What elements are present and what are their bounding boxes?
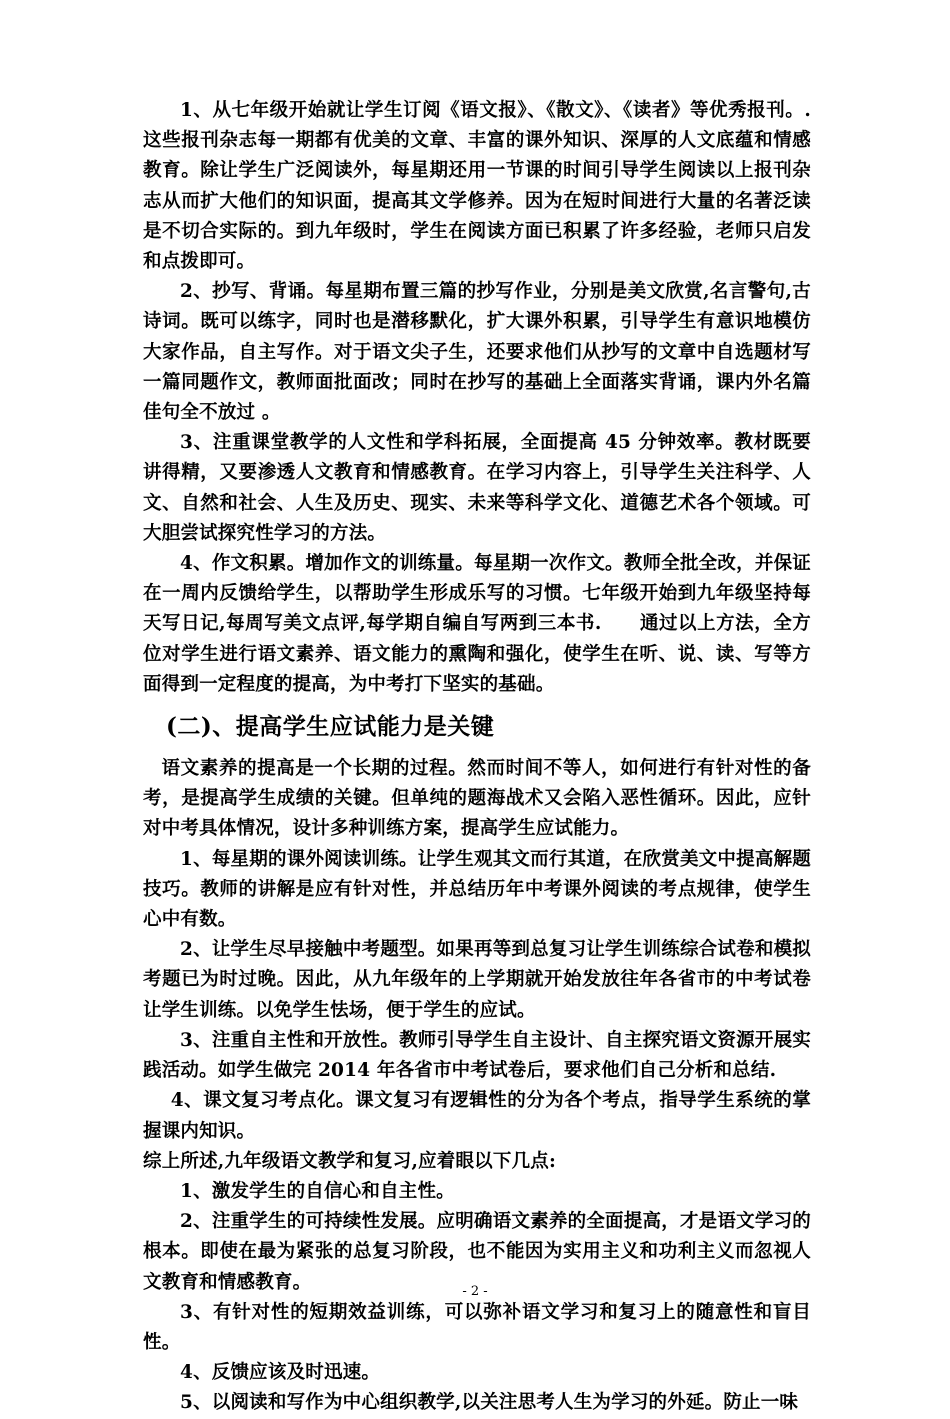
paragraph-item-4: 4、课文复习考点化。课文复习有逻辑性的分为各个考点，指导学生系统的掌握课内知识。 xyxy=(143,1090,811,1142)
paragraph-4: 4、作文积累。增加作文的训练量。每星期一次作文。教师全批全改，并保证在一周内反馈给学生，以帮助学生形成乐写的习惯。七年级开始到九年级坚持每天写日记,每周写美文点评,每学期自编自写两到三本书. 通过以上方法，全方位对学生进行语文素养、语文能力的熏陶和强化，使学生在听、说、读、写等方面得到一定程度的提高，为中考打下坚实的基础。 xyxy=(143,553,811,695)
paragraph-intro: 语文素养的提高是一个长期的过程。然而时间不等人，如何进行有针对性的备考，是提高学生成绩的关键。但单纯的题海战术又会陷入恶性循环。因此，应针对中考具体情况，设计多种训练方案，提高学生应试能力。 xyxy=(143,758,811,840)
point-5: 5、以阅读和写作为中心组织教学,以关注思考人生为学习的外延。防止一味 xyxy=(180,1392,799,1414)
paragraph-item-1: 1、每星期的课外阅读训练。让学生观其文而行其道，在欣赏美文中提高解题技巧。教师的讲解是应有针对性，并总结历年中考课外阅读的考点规律，使学生心中有数。 xyxy=(143,848,811,931)
summary-line: 综上所述,九年级语文教学和复习,应着眼以下几点: xyxy=(143,1150,557,1172)
section-heading: (二)、提高学生应试能力是关键 xyxy=(166,713,495,741)
page-number: - 2 - xyxy=(462,1284,488,1299)
point-1: 1、激发学生的自信心和自主性。 xyxy=(180,1180,455,1202)
point-3: 3、有针对性的短期效益训练，可以弥补语文学习和复习上的随意性和盲目性。 xyxy=(143,1301,811,1353)
paragraph-item-2: 2、让学生尽早接触中考题型。如果再等到总复习让学生训练综合试卷和模拟考题已为时过晚。因此，从九年级年的上学期就开始发放往年各省市的中考试卷让学生训练。以免学生怯场，便于学生的应试。 xyxy=(143,939,811,1021)
paragraph-item-3: 3、注重自主性和开放性。教师引导学生自主设计、自主探究语文资源开展实践活动。如学生做完 2014 年各省市中考试卷后，要求他们自己分析和总结. xyxy=(143,1029,811,1082)
paragraph-2: 2、抄写、背诵。每星期布置三篇的抄写作业，分别是美文欣赏,名言警句,古诗词。既可以练字，同时也是潜移默化，扩大课外积累，引导学生有意识地模仿大家作品，自主写作。对于语文尖子生，还要求他们从抄写的文章中自选题材写一篇同题作文，教师面批面改；同时在抄写的基础上全面落实背诵，课内外名篇佳句全不放过 。 xyxy=(143,281,811,424)
paragraph-3: 3、注重课堂教学的人文性和学科拓展，全面提高 45 分钟效率。教材既要讲得精，又要渗透人文教育和情感教育。在学习内容上，引导学生关注科学、人文、自然和社会、人生及历史、现实、未来等科学文化、道德艺术各个领域。可大胆尝试探究性学习的方法。 xyxy=(143,432,811,544)
point-4: 4、反馈应该及时迅速。 xyxy=(180,1362,381,1384)
document-body xyxy=(143,96,811,1419)
point-2: 2、注重学生的可持续性发展。应明确语文素养的全面提高，才是语文学习的根本。即使在最为紧张的总复习阶段，也不能因为实用主义和功利主义而忽视人文教育和情感教育。 xyxy=(143,1211,811,1293)
paragraph-1: 1、从七年级开始就让学生订阅《语文报》、《散文》、《读者》等优秀报刊。. 这些报刊杂志每一期都有优美的文章、丰富的课外知识、深厚的人文底蕴和情感教育。除让学生广泛阅读外，每星期还用一节课的时间引导学生阅读以上报刊杂志从而扩大他们的知识面，提高其文学修养。因为在短时间进行大量的名著泛读是不切合实际的。到九年级时，学生在阅读方面已积累了许多经验，老师只启发和点拨即可。 xyxy=(143,100,811,273)
